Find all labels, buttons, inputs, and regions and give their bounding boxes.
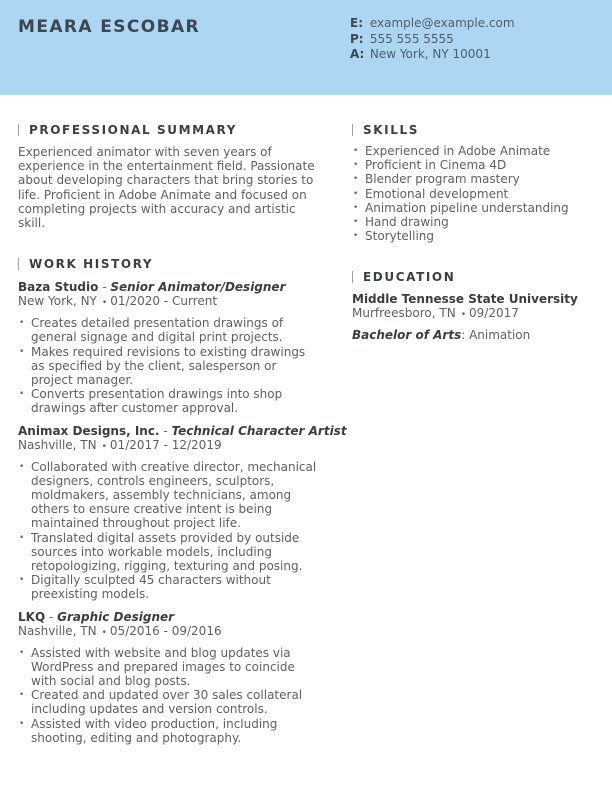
list-item-text: Digitally sculpted 45 characters without preexisting models. [31, 573, 271, 602]
job-meta [18, 624, 318, 640]
contact-phone-value: 555 555 5555 [369, 31, 454, 46]
list-item [18, 460, 318, 531]
section-divider-bar [352, 271, 353, 283]
job-separator: - [98, 280, 111, 295]
bullet-icon: • [19, 389, 25, 400]
job-location: Nashville, TN [18, 623, 97, 638]
job-dates: 05/2016 - 09/2016 [109, 623, 222, 638]
skill-text: Experienced in Adobe Animate [365, 144, 551, 158]
contact-phone-label: P: [350, 31, 364, 46]
contact-info [350, 16, 515, 63]
job-company: Animax Designs, Inc. [18, 423, 160, 438]
job-role: Senior Animator/Designer [110, 280, 286, 295]
summary-text: Experienced animator with seven years of experience in the entertainment field. Passionate about developing characters that bring stories to life. Proficient in Adobe Animate and focused on completing projects with accuracy and artistic skill. [18, 145, 315, 231]
degree-name: Bachelor of Arts [352, 328, 462, 343]
list-item [18, 531, 318, 574]
bullet-icon: • [353, 231, 359, 242]
job-heading [18, 423, 347, 438]
skills-list [352, 144, 592, 243]
job-duties [18, 316, 318, 415]
list-item [352, 201, 592, 215]
bullet-icon: • [19, 718, 25, 729]
job-meta [18, 438, 318, 454]
list-item-text: Collaborated with creative director, mechanical designers, controls engineers, sculptors, moldmakers, assembly technicians, among others to ensure creative intent is being maintained throughout project life. [31, 459, 317, 531]
list-item [352, 144, 592, 158]
right-column [352, 122, 592, 342]
job-company: LKQ [18, 609, 46, 624]
list-item [18, 717, 318, 745]
bullet-icon: • [19, 690, 25, 701]
section-divider-bar [352, 124, 353, 136]
bullet-icon: • [19, 532, 25, 543]
section-divider-bar [18, 258, 19, 270]
job-entry [18, 280, 318, 415]
education-meta [352, 306, 592, 322]
list-item [352, 158, 592, 172]
education-location: Murfreesboro, TN [352, 306, 456, 321]
contact-email [350, 16, 515, 32]
section-heading [352, 122, 592, 138]
list-item [18, 688, 318, 716]
section-heading [352, 269, 592, 285]
bullet-icon: • [101, 627, 107, 638]
contact-email-value: example@example.com [369, 16, 515, 30]
education-date: 09/2017 [469, 306, 519, 321]
list-item [18, 646, 318, 689]
job-location: Nashville, TN [18, 437, 97, 452]
job-separator: - [159, 423, 172, 438]
bullet-icon: • [19, 575, 25, 586]
job-separator: - [45, 609, 58, 624]
skill-text: Hand drawing [365, 215, 449, 230]
list-item [352, 187, 592, 201]
section-heading [18, 256, 318, 272]
job-dates: 01/2020 - Current [110, 294, 218, 309]
contact-phone [350, 32, 515, 48]
section-divider-bar [18, 124, 19, 136]
job-role: Graphic Designer [57, 609, 175, 624]
job-meta [18, 294, 318, 310]
job-duties [18, 460, 318, 602]
list-item-text: Created and updated over 30 sales collateral including updates and version controls. [31, 688, 303, 717]
list-item [18, 573, 318, 601]
bullet-icon: • [460, 310, 467, 321]
list-item-text: Makes required revisions to existing drawings as specified by the client, salesperson or project manager. [31, 344, 306, 388]
list-item [352, 215, 592, 229]
candidate-name: MEARA ESCOBAR [18, 17, 201, 37]
list-item [18, 345, 318, 388]
list-item-text: Creates detailed presentation drawings of general signage and digital print projects. [31, 316, 284, 345]
list-item-text: Translated digital assets provided by outside sources into workable models, including retopologizing, rigging, texturing and posing. [31, 530, 303, 574]
job-heading [18, 610, 318, 624]
section-heading-label: WORK HISTORY [29, 257, 154, 272]
skill-text: Storytelling [365, 229, 435, 244]
professional-summary-section [18, 122, 318, 230]
bullet-icon: • [19, 461, 25, 472]
list-item [352, 229, 592, 243]
section-heading [18, 122, 318, 138]
contact-address-value: New York, NY 10001 [369, 47, 491, 61]
section-heading-label: PROFESSIONAL SUMMARY [29, 123, 238, 137]
bullet-icon: • [101, 441, 107, 452]
bullet-icon: • [19, 647, 25, 658]
list-item [18, 387, 318, 415]
list-item-text: Converts presentation drawings into shop drawings after customer approval. [31, 387, 283, 416]
degree-separator: : [461, 328, 470, 343]
education-section [352, 269, 592, 342]
section-heading-label: SKILLS [363, 123, 419, 137]
bullet-icon: • [353, 146, 359, 156]
skill-text: Blender program mastery [365, 172, 520, 187]
list-item-text: Assisted with video production, including shooting, editing and photography. [31, 716, 278, 745]
work-history-section [18, 256, 347, 745]
bullet-icon: • [353, 188, 359, 199]
job-heading [18, 280, 318, 294]
job-role: Technical Character Artist [171, 423, 347, 438]
bullet-icon: • [353, 202, 359, 213]
education-degree [352, 328, 592, 342]
job-location: New York, NY [18, 294, 97, 309]
skill-text: Animation pipeline understanding [365, 200, 569, 215]
list-item [18, 316, 318, 344]
bullet-icon: • [353, 174, 359, 185]
bullet-icon: • [19, 346, 25, 357]
job-dates: 01/2017 - 12/2019 [109, 437, 222, 452]
section-heading-label: EDUCATION [363, 270, 456, 285]
skill-text: Emotional development [365, 186, 509, 201]
bullet-icon: • [353, 217, 359, 228]
job-entry [18, 610, 318, 745]
contact-address [350, 47, 515, 63]
bullet-icon: • [353, 160, 359, 171]
contact-address-label: A: [350, 47, 365, 61]
contact-email-label: E: [350, 16, 363, 30]
header-banner [0, 0, 612, 95]
education-school: Middle Tennesse State University [352, 292, 578, 307]
job-company: Baza Studio [18, 280, 99, 295]
bullet-icon: • [101, 298, 108, 309]
list-item-text: Assisted with website and blog updates via WordPress and prepared images to coincide with social and blog posts. [31, 645, 295, 689]
skills-section [352, 122, 592, 243]
skill-text: Proficient in Cinema 4D [365, 158, 507, 173]
bullet-icon: • [19, 318, 25, 329]
job-duties [18, 646, 318, 745]
job-entry [18, 423, 347, 602]
degree-field: Animation [469, 328, 531, 343]
list-item [352, 172, 592, 186]
left-column [18, 122, 347, 745]
